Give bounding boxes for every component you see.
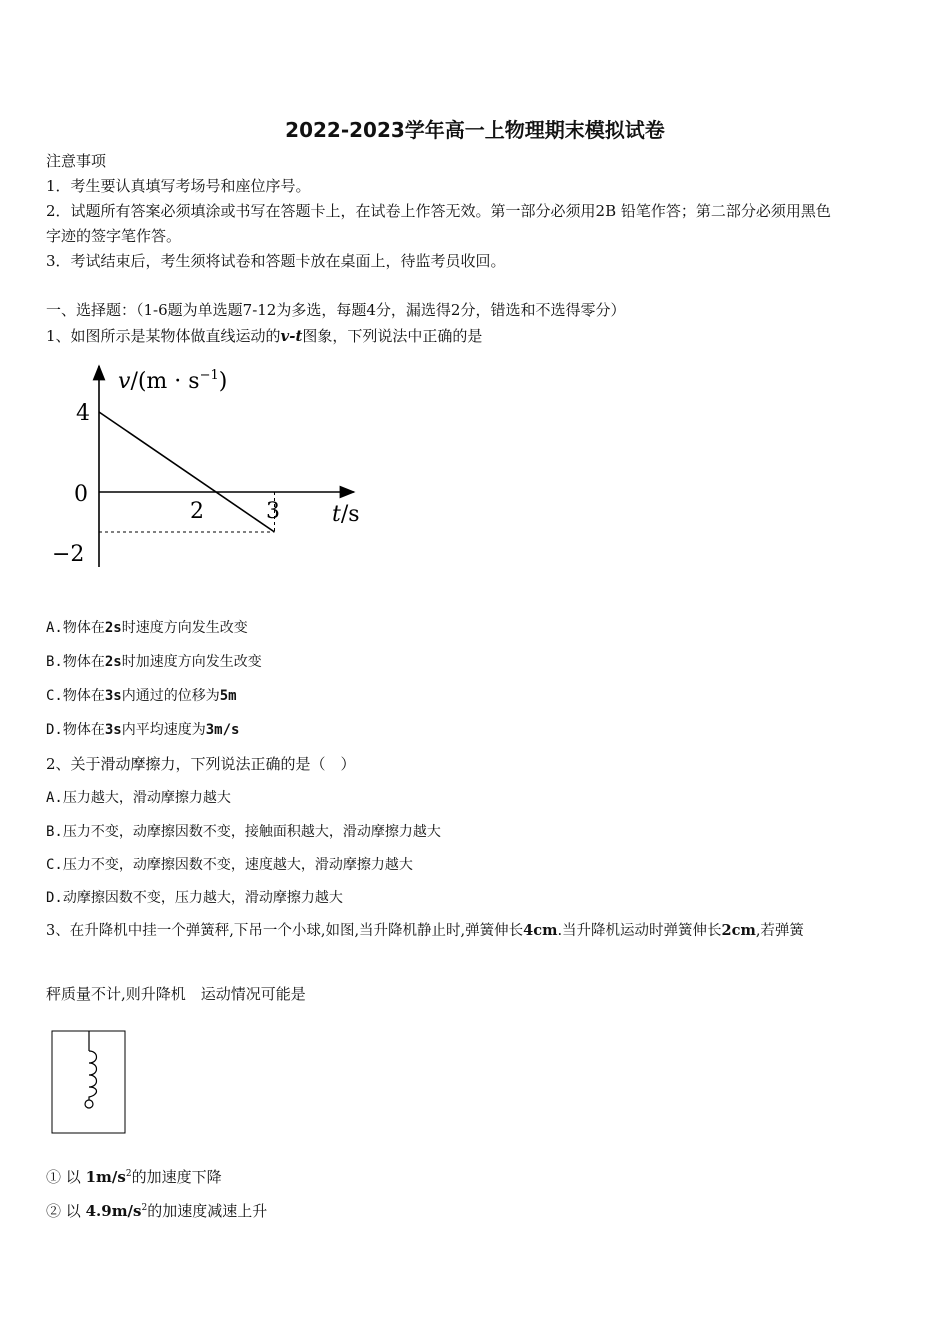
- y-tick-label: −2: [52, 542, 85, 567]
- option-text: 内平均速度为: [121, 722, 206, 738]
- ball: [85, 1100, 93, 1108]
- option-text: 物体在: [62, 620, 105, 636]
- option-value: 3s: [104, 722, 122, 738]
- answer-text: 以: [65, 1168, 81, 1186]
- stem-value: 4cm: [523, 922, 558, 939]
- answer-number: ②: [46, 1202, 62, 1220]
- option-value: 2s: [104, 620, 122, 636]
- option-value: 2s: [104, 654, 122, 670]
- option-text: 物体在: [62, 688, 105, 704]
- notice-item: 2．试题所有答案必须填涂或书写在答题卡上，在试卷上作答无效。第一部分必须用2B 铅笔作答；第二部分必须用黑色: [46, 202, 831, 220]
- answer-superscript: 2: [125, 1169, 132, 1179]
- question-2-stem: 2、关于滑动摩擦力，下列说法正确的是（ ）: [46, 755, 356, 773]
- y-tick-label: 0: [74, 482, 88, 507]
- notice-item: 字迹的签字笔作答。: [46, 227, 182, 245]
- stem-text: .当升降机运动时弹簧伸长: [557, 923, 722, 939]
- page-title: 2022-2023学年高一上物理期末模拟试卷: [285, 118, 665, 142]
- answer-text: 的加速度减速上升: [147, 1202, 268, 1220]
- stem-value: 2cm: [721, 922, 756, 939]
- option-letter: B.: [46, 654, 63, 670]
- answer-superscript: 2: [141, 1203, 148, 1213]
- section-heading: 一、选择题：（1-6题为单选题7-12为多选，每题4分，漏选得2分，错选和不选得零分）: [46, 301, 626, 319]
- option-letter: C.: [46, 688, 63, 704]
- q1-stem-prefix: 1、如图所示是某物体做直线运动的: [46, 327, 281, 345]
- option-text: 内通过的位移为: [121, 688, 220, 704]
- question-3-stem: [46, 921, 804, 941]
- option-text: 物体在: [62, 722, 105, 738]
- option-value: 3s: [104, 688, 122, 704]
- y-tick-label: 4: [76, 401, 90, 426]
- option-c[interactable]: C.压力不变，动摩擦因数不变，速度越大，滑动摩擦力越大: [46, 857, 413, 873]
- stem-text: 3、在升降机中挂一个弹簧秤,下吊一个小球,如图,当升降机静止时,弹簧伸长: [46, 923, 524, 939]
- q1-stem-var: v-t: [280, 327, 303, 345]
- answer-text: 的加速度下降: [131, 1168, 222, 1186]
- x-tick-label: 3: [266, 499, 280, 524]
- stem-text: ,若弹簧: [755, 923, 804, 939]
- q1-stem-suffix: 图象，下列说法中正确的是: [302, 327, 483, 345]
- notice-item: 1．考生要认真填写考场号和座位序号。: [46, 177, 311, 195]
- option-text: 时加速度方向发生改变: [121, 654, 262, 670]
- spring-coil: [89, 1051, 97, 1100]
- y-axis-label: $v/(m \cdot s^{-1})$: [118, 368, 228, 394]
- answer-value: 4.9m/s: [85, 1202, 142, 1220]
- option-value: 3m/s: [205, 722, 240, 738]
- answer-item: [46, 1164, 222, 1187]
- option-b[interactable]: B.压力不变，动摩擦因数不变，接触面积越大，滑动摩擦力越大: [46, 824, 441, 840]
- question-3-stem-line2: 秤质量不计,则升降机 运动情况可能是: [46, 985, 306, 1003]
- answer-value: 1m/s: [85, 1168, 126, 1186]
- x-axis-label: t/s: [332, 502, 360, 527]
- option-b[interactable]: [46, 652, 262, 672]
- option-d[interactable]: [46, 720, 239, 740]
- option-letter: D.: [46, 722, 63, 738]
- series-line: [99, 412, 275, 532]
- answer-item: [46, 1198, 267, 1221]
- answer-text: 以: [65, 1202, 81, 1220]
- spring-scale-figure: [48, 1027, 130, 1137]
- question-1-stem: [46, 326, 482, 346]
- option-d[interactable]: D.动摩擦因数不变，压力越大，滑动摩擦力越大: [46, 890, 343, 906]
- vt-graph: [46, 355, 376, 580]
- option-a[interactable]: A.压力越大，滑动摩擦力越大: [46, 790, 231, 806]
- answer-number: ①: [46, 1168, 62, 1186]
- option-text: 时速度方向发生改变: [121, 620, 248, 636]
- x-tick-label: 2: [190, 499, 204, 524]
- option-a[interactable]: [46, 618, 248, 638]
- option-c[interactable]: [46, 686, 237, 706]
- notice-heading: 注意事项: [46, 152, 107, 170]
- notice-item: 3．考试结束后，考生须将试卷和答题卡放在桌面上，待监考员收回。: [46, 252, 506, 270]
- option-letter: A.: [46, 620, 63, 636]
- option-value: 5m: [219, 688, 237, 704]
- option-text: 物体在: [62, 654, 105, 670]
